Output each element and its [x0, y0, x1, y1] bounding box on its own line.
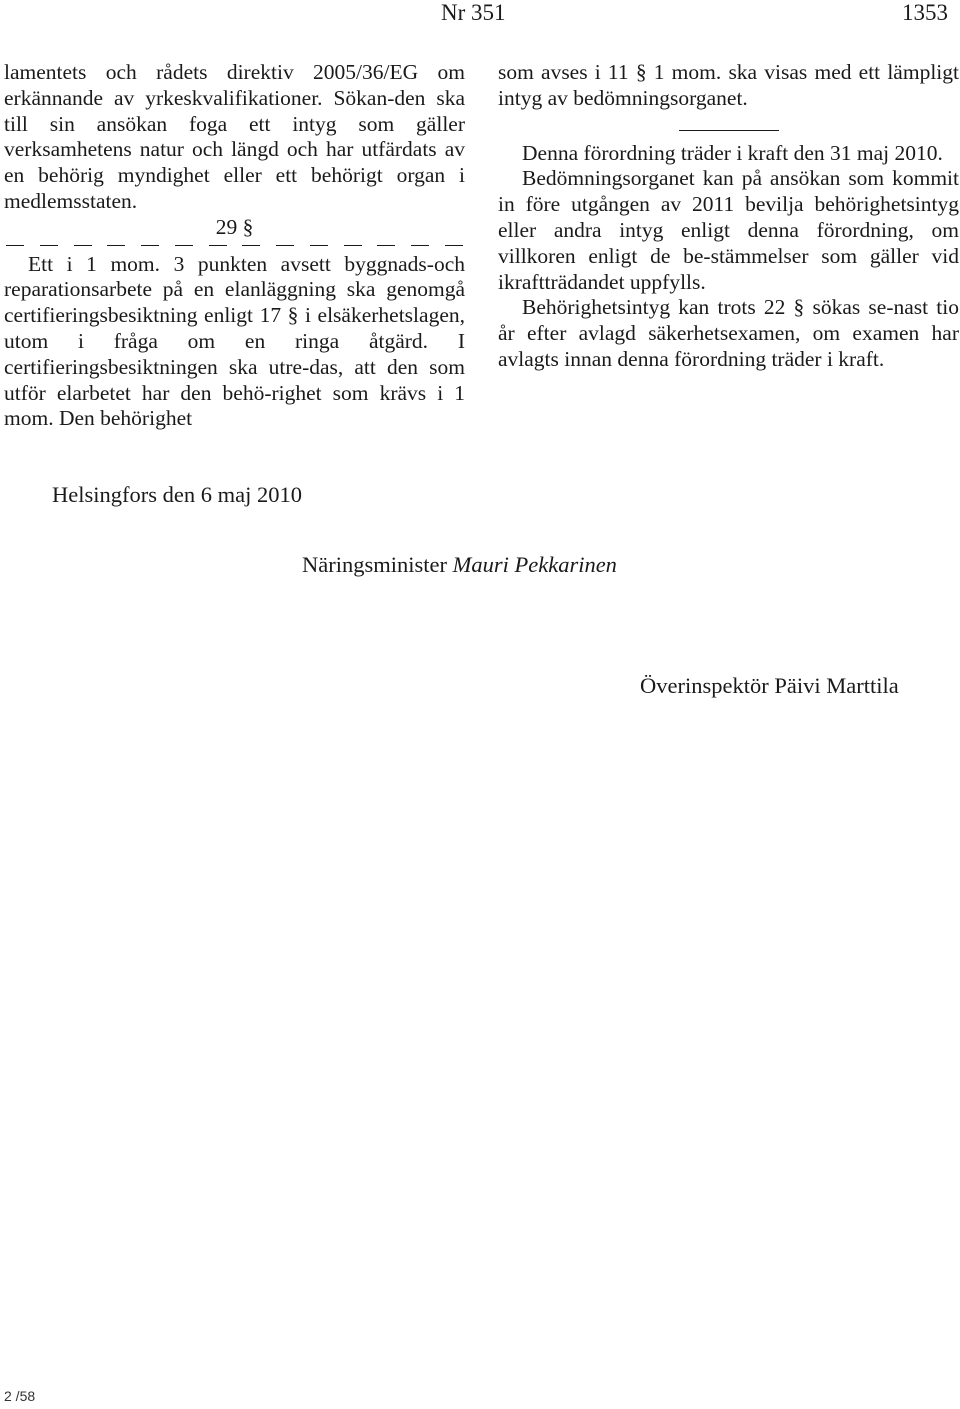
left-column [4, 60, 465, 432]
page-number: 1353 [902, 0, 948, 25]
page-header [0, 0, 960, 30]
section-heading: 29 § [215, 214, 254, 239]
minister-signature [302, 552, 617, 578]
page-indicator: 2 /58 [4, 1388, 36, 1404]
right-paragraph-2: Denna förordning träder i kraft den 31 maj 2010. [522, 140, 943, 165]
left-paragraph-1: lamentets och rådets direktiv 2005/36/EG om erkännande av yrkeskvalifikationer. Sökan-den ska till sin ansökan foga ett intyg som gäller verksamhetens natur och längd och har utfärdats av en behörig myndighet eller ett behörigt organ i medlemsstaten. [4, 60, 465, 213]
inspector-signature: Överinspektör Päivi Marttila [640, 673, 899, 698]
right-column [498, 60, 959, 373]
omission-dashes [4, 245, 465, 246]
right-paragraph-4: Behörighetsintyg kan trots 22 § sökas se-nast tio år efter avlagd säkerhetsexamen, om examen har avlagts innan denna förordning träder i kraft. [498, 295, 959, 371]
separator-rule [679, 130, 779, 131]
right-paragraph-1: som avses i 11 § 1 mom. ska visas med ett lämpligt intyg av bedömningsorganet. [498, 60, 959, 110]
issue-number: Nr 351 [441, 0, 506, 25]
minister-name: Mauri Pekkarinen [452, 552, 617, 577]
minister-title: Näringsminister [302, 552, 453, 577]
place-and-date: Helsingfors den 6 maj 2010 [52, 482, 302, 507]
left-paragraph-2: Ett i 1 mom. 3 punkten avsett byggnads-och reparationsarbete på en elanläggning ska genomgå certifieringsbesiktning enligt 17 § i elsäkerhetslagen, utom i fråga om en ringa åtgärd. I certifieringsbesiktningen ska utre-das, att den som utför elarbetet har den behö-righet som krävs i 1 mom. Den behörighet [4, 251, 465, 431]
right-paragraph-3: Bedömningsorganet kan på ansökan som kommit in före utgången av 2011 bevilja behörighetsintyg eller andra intyg enligt denna förordning, om villkoren enligt de be-stämmelser som gäller vid ikraftträdandet uppfylls. [498, 166, 959, 294]
